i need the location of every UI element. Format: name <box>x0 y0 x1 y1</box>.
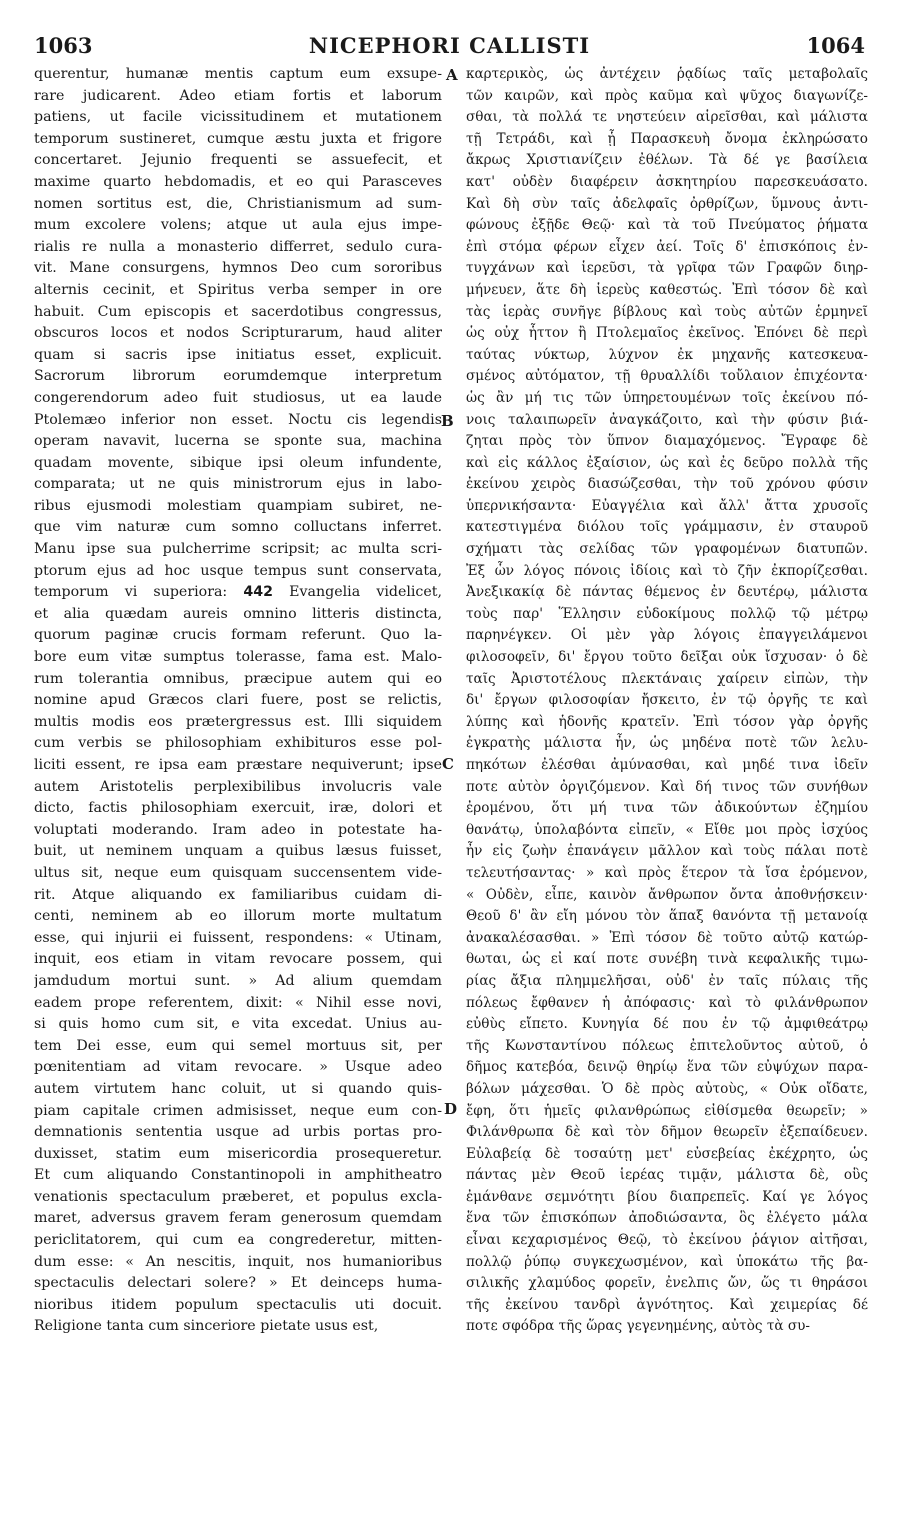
greek-line: σχήματι τὰς σελίδας τῶν γραφομένων διατυπῶν. <box>466 541 868 558</box>
greek-line: Ἀνεξικακίᾳ δὲ πάντας θέμενος ἐν δευτέρῳ, μάλιστα <box>466 584 868 601</box>
latin-line: quorum paginæ crucis formam referunt. Quo la- <box>34 627 442 644</box>
greek-line: δῆμος κατεβόα, δεινῷ θηρίῳ ἕνα τῶν εὐψύχων παρα- <box>466 1059 868 1076</box>
latin-line: obscuros locos et nodos Scripturarum, haud aliter <box>34 325 442 342</box>
greek-line: ἐγκρατὴς μάλιστα ἦν, ὡς μηδένα ποτὲ τῶν λελυ- <box>466 735 868 752</box>
latin-line: esse, qui injurii ei fuissent, respondens: « Utinam, <box>34 929 442 946</box>
greek-line: ὑπερνικήσαντα· Εὐαγγέλια καὶ ἄλλ' ἄττα χρυσοῖς <box>466 497 868 514</box>
greek-column <box>466 64 868 1338</box>
greek-line: ποτε σφόδρα τῆς ὥρας γεγενημένης, αὐτὸς τὰ συ- <box>466 1318 810 1335</box>
latin-line: nioribus itidem populum spectaculis uti docuit. <box>34 1296 442 1313</box>
greek-line: νοις ταλαιπωρεῖν ἀναγκάζοιτο, καὶ τὴν φύσιν βιά- <box>466 411 868 428</box>
latin-line: quadam movente, sibique ipsi oleum infundente, <box>34 454 442 471</box>
text-segment: temporum vi superiora: <box>34 584 244 601</box>
latin-line: querentur, humanæ mentis captum eum exsupe- <box>34 66 442 82</box>
greek-line: ποτε αὐτὸν ὀργιζόμενον. Καὶ δή τινος τῶν συνήθων <box>466 778 868 795</box>
greek-line: Φιλάνθρωπα δὲ καὶ τὸν δῆμον θεωρεῖν ἐξεπαίδευεν. <box>466 1124 868 1141</box>
greek-line: καὶ εἰς κάλλος ἐξαίσιον, ὡς καὶ ἐς δεῦρο πολλὰ τῆς <box>466 454 868 471</box>
running-title: NICEPHORI CALLISTI <box>308 33 591 58</box>
latin-line: nomen sortitus est, die, Christianismum ad sum- <box>34 195 442 212</box>
margin-marker-d: D <box>444 1100 458 1118</box>
greek-line: παρηνέγκεν. Οἱ μὲν γὰρ λόγοις ἐπαγγειλάμενοι <box>466 627 868 644</box>
latin-line: operam navavit, lucerna se sponte sua, machina <box>34 433 442 450</box>
text-segment: Evangelia videlicet, <box>273 584 442 601</box>
latin-line: autem Aristotelis perplexibilibus involucris vale <box>34 778 442 795</box>
greek-line: τὰς ἱερὰς συνῆγε βίβλους καὶ τοὺς αὐτῶν ἑρμηνεῖ <box>466 303 868 320</box>
greek-line: ἐκείνου χειρὸς διασώζεσθαι, τὴν τοῦ χρόνου φύσιν <box>466 476 868 493</box>
greek-line: φιλοσοφεῖν, δι' ἔργου τοῦτο δεῖξαι οὐκ ἴσχυσαν· ὁ δὲ <box>466 649 868 666</box>
latin-line: rum tolerantia omnibus, præcipue autem qui eo <box>34 670 442 687</box>
latin-line: voluptati moderando. Iram adeo in potestate ha- <box>34 821 442 838</box>
greek-line: λύπης καὶ ἡδονῆς κρατεῖν. Ἐπὶ τόσον γὰρ ὀργῆς <box>466 713 868 730</box>
latin-line: alternis cecinit, et Spiritus verba semper in ore <box>34 281 442 298</box>
latin-line: tem Dei esse, eum qui semel mortuus sit, per <box>34 1037 442 1054</box>
greek-line: σμένος αὐτόματον, τῇ θρυαλλίδι τοὔλαιον ἐπιχέοντα· <box>466 368 868 385</box>
greek-line: τῇ Τετράδι, καὶ ᾗ Παρασκευὴ ὄνομα ἐκληρώσατο <box>466 130 868 147</box>
right-page-number: 1064 <box>806 33 865 58</box>
greek-line: ταῖς Ἀριστοτέλους πλεκτάναις χαίρειν εἰπὼν, τὴν <box>466 670 868 687</box>
greek-line: σιλικῆς χλαμύδος φορεῖν, ἐνελπις ὤν, ὥς τι θηράσοι <box>466 1275 868 1292</box>
greek-line: πηκότων ἐλέσθαι ἀμύνασθαι, καὶ μηδέ τινα ἰδεῖν <box>466 757 868 773</box>
latin-line: rit. Atque aliquando ex familiaribus cuidam di- <box>34 886 442 903</box>
latin-line: autem virtutem hanc coluit, ut si quando quis- <box>34 1080 442 1097</box>
greek-line: τῶν καιρῶν, καὶ πρὸς καῦμα καὶ ψῦχος διαγωνίζε- <box>466 87 868 104</box>
margin-marker-c: C <box>442 755 454 773</box>
latin-line: maret, adversus gravem feram generosum quemdam <box>34 1210 442 1227</box>
left-page-number: 1063 <box>34 33 93 58</box>
greek-line: τοὺς παρ' Ἕλλησιν εὐδοκίμους πολλῷ τῷ μέτρῳ <box>466 605 868 622</box>
latin-line: ultus sit, neque eum quisquam succensentem vide- <box>34 864 442 881</box>
greek-line: τῆς Κωνσταντίνου πόλεως ἐπιτελοῦντος αὐτοῦ, ὁ <box>466 1037 868 1054</box>
latin-line: periclitatorem, qui cum ea congrederetur, mitten- <box>34 1232 442 1249</box>
latin-line: congerendorum adeo fuit studiosus, ut ea laude <box>34 389 442 406</box>
greek-line: ἀνακαλέσασθαι. » Ἐπὶ τόσον δὲ τοῦτο αὐτῷ κατώρ- <box>466 929 868 946</box>
latin-line: multis modis eos prætergressus est. Illi siquidem <box>34 713 442 730</box>
greek-line: θωται, ὡς εἰ καί ποτε συνέβη τινὰ κεφαλικῆς τιμω- <box>466 951 868 968</box>
latin-line: bore eum vitæ sumptus tolerasse, fama est. Malo- <box>34 649 442 666</box>
latin-line: piam capitale crimen admisisset, neque eum con- <box>34 1102 442 1119</box>
latin-line: jamdudum mortui sunt. » Ad alium quemdam <box>34 972 442 989</box>
latin-line: Manu ipse sua pulcherrime scripsit; ac multa scri- <box>34 541 442 558</box>
latin-line: duxisset, statim eum misericordia prosequeretur. <box>34 1145 442 1162</box>
greek-line: ἐμάνθανε σεμνότητι βίου διαπρεπεῖς. Καί γε λόγος <box>466 1188 868 1205</box>
latin-line: ptorum ejus ad hoc usque tempus sunt conservata, <box>34 562 442 579</box>
latin-line: centi, neminem ab eo illorum morte multatum <box>34 908 442 925</box>
greek-line: ζηται πρὸς τὸν ὕπνον διαμαχόμενος. Ἔγραφε δὲ <box>466 433 868 450</box>
greek-line: Εὐλαβείᾳ δὲ τοσαύτῃ μετ' εὐσεβείας ἐκέχρητο, ὡς <box>466 1145 868 1162</box>
greek-line: κατ' οὐδὲν διαφέρειν ἀσκητηρίου παρεσκευάσατο. <box>466 173 868 190</box>
greek-line: τῆς ἐκείνου τανδρὶ ἁγνότητος. Καὶ χειμερίας δέ <box>466 1296 868 1313</box>
latin-line: et alia quædam aureis omnino litteris distincta, <box>34 605 442 622</box>
latin-line: inquit, eos etiam in vitam revocare possem, qui <box>34 951 442 968</box>
latin-line: venationis spectaculum præberet, et populus excla- <box>34 1188 442 1205</box>
greek-line: Καὶ δὴ σὺν ταῖς ἀδελφαῖς ὀρθρίζων, ὕμνους ἀντι- <box>466 195 868 212</box>
latin-line: ribus ejusmodi molestiam quampiam subiret, ne- <box>34 497 442 514</box>
greek-line: πάντας μὲν Θεοῦ ἱερέας τιμᾷν, μάλιστα δὲ, οὓς <box>466 1167 868 1184</box>
latin-column <box>34 64 442 1338</box>
greek-line: ἄκρως Χριστιανίζειν ἐθέλων. Τὰ δέ γε βασίλεια <box>466 152 868 169</box>
latin-line: quam si sacris ipse initiatus esset, explicuit. <box>34 346 442 363</box>
latin-line: vit. Mane consurgens, hymnos Deo cum sororibus <box>34 260 442 277</box>
latin-line: nomine apud Græcos clari fuere, post se relictis, <box>34 692 442 709</box>
greek-line: σθαι, τὰ πολλά τε νηστεύειν αἱρεῖσθαι, καὶ μάλιστα <box>466 109 868 126</box>
greek-line: θανάτῳ, ὑπολαβόντα εἰπεῖν, « Εἴθε μοι πρὸς ἰσχύος <box>466 821 868 838</box>
greek-line: φώνους ἐξῇδε Θεῷ· καὶ τὰ τοῦ Πνεύματος ῥήματα <box>466 217 868 234</box>
greek-line: δι' ἔργων φιλοσοφίαν ἤσκειτο, ἐν τῷ ὀργῆς τε καὶ <box>466 692 868 709</box>
latin-line: dicto, factis philosophiam exercuit, iræ, dolori et <box>34 800 442 817</box>
greek-line: τελευτήσαντας· » καὶ πρὸς ἕτερον τὰ ἴσα ἐρόμενον, <box>466 864 868 881</box>
latin-line: cum verbis se philosophiam exhibituros esse pol- <box>34 735 442 752</box>
latin-line: habuit. Cum episcopis et sacerdotibus congressus, <box>34 303 442 320</box>
greek-line: εἶναι κεχαρισμένος Θεῷ, τὸ ἐκείνου ῥάγιον αἰτῆσαι, <box>466 1232 868 1249</box>
greek-line: ἔφη, ὅτι ἡμεῖς φιλανθρώπως εἰθίσμεθα θεωρεῖν; » <box>466 1102 868 1119</box>
latin-line: pœnitentiam ad vitam revocare. » Usque adeo <box>34 1059 442 1076</box>
greek-line: ρίας ἄξια πλημμελῆσαι, οὐδ' ἐν ταῖς πύλαις τῆς <box>466 972 868 989</box>
latin-line: comparata; ut ne quis ministrorum ejus in labo- <box>34 476 442 493</box>
latin-line <box>34 582 442 604</box>
greek-line: ἐπὶ στόμα φέρων εἶχεν ἀεί. Τοῖς δ' ἐπισκόποις ἐν- <box>466 238 868 255</box>
latin-line: rialis re nulla a monasterio differret, sedulo cura- <box>34 238 442 255</box>
greek-line: ὡς ἂν μή τις τῶν ὑπηρετουμένων τοῖς ἐκείνου πό- <box>466 389 868 406</box>
latin-line: temporum sustineret, cumque æstu juxta et frigore <box>34 130 442 147</box>
margin-marker-b: B <box>441 412 454 430</box>
greek-line: ἕνα τῶν ἐπισκόπων ἀποδιώσαντα, ὃς ἐλέγετο μάλα <box>466 1210 868 1227</box>
latin-line: spectaculis delectari solere? » Et deinceps huma- <box>34 1275 442 1292</box>
latin-line: patiens, ut facile vicissitudinem et mutationem <box>34 109 442 126</box>
greek-line: καρτερικὸς, ὡς ἀντέχειν ῥᾳδίως ταῖς μεταβολαῖς <box>466 66 868 82</box>
greek-line: κατεστιγμένα διόλου τοῖς γράμμασιν, ἐν σταυροῦ <box>466 519 868 536</box>
greek-line: τυγχάνων καὶ ἱερεῦσι, τὰ γρῖφα τῶν Γραφῶν διηρ- <box>466 260 868 277</box>
latin-line: Et cum aliquando Constantinopoli in amphitheatro <box>34 1167 442 1184</box>
latin-line: Ptolemæo inferior non esset. Noctu cis legendis <box>34 411 442 428</box>
latin-line: liciti essent, re ipsa eam præstare nequiverunt; ipse <box>34 757 442 773</box>
greek-line: ταύτας νύκτωρ, λύχνον ἐκ μηχανῆς κατεσκευα- <box>466 346 868 363</box>
latin-line: buit, ut neminem unquam a quibus læsus fuisset, <box>34 843 442 860</box>
margin-marker-a: A <box>446 66 458 84</box>
greek-line: εὐθὺς εἴπετο. Κυνηγία δέ που ἐν τῷ ἀμφιθεάτρῳ <box>466 1016 868 1033</box>
latin-line: Religione tanta cum sinceriore pietate usus est, <box>34 1318 379 1335</box>
greek-line: μήνευεν, ἅτε δὴ ἱερεὺς καθεστώς. Ἐπὶ τόσον δὲ καὶ <box>466 281 868 298</box>
greek-line: ἦν εἰς ζωὴν ἐπανάγειν μᾶλλον καὶ τοὺς πάλαι ποτὲ <box>466 843 868 860</box>
latin-line: maxime quarto hebdomadis, et eo qui Parasceves <box>34 173 442 190</box>
greek-line: πόλεως ἔφθανεν ἡ ἀπόφασις· καὶ τὸ φιλάνθρωπον <box>466 994 868 1011</box>
latin-line: demnationis sententia usque ad urbis portas pro- <box>34 1124 442 1141</box>
greek-line: ἐρομένου, ὅτι μή τινα τῶν ἀδικούντων ἐζημίου <box>466 800 868 817</box>
greek-line: πολλῷ ῥύπῳ συγκεχωσμένον, καὶ ὑποκάτω τῆς βα- <box>466 1253 868 1270</box>
greek-line: Ἐξ ὧν λόγος πόνοις ἰδίοις καὶ τὸ ζῆν ἐκπορίζεσθαι. <box>466 562 868 579</box>
greek-line: Θεοῦ δ' ἂν εἴη μόνου τὸν ἅπαξ θανόντα τῇ μετανοίᾳ <box>466 908 868 925</box>
inline-page-number: 442 <box>243 584 274 601</box>
latin-line: eadem prope referentem, dixit: « Nihil esse novi, <box>34 994 442 1011</box>
latin-line: rare judicarent. Adeo etiam fortis et laborum <box>34 87 442 104</box>
latin-line: concertaret. Jejunio frequenti se assuefecit, et <box>34 152 442 169</box>
greek-line: ὡς οὐχ ἧττον ἢ Πτολεμαῖος ἐκεῖνος. Ἐπόνει δὲ περὶ <box>466 325 868 342</box>
latin-line: mum excolere volens; atque ut aula ejus impe- <box>34 217 442 234</box>
latin-line: dum esse: « An nescitis, inquit, nos humanioribus <box>34 1253 442 1270</box>
latin-line: si quis homo cum sit, e vita excedat. Unius au- <box>34 1016 442 1033</box>
greek-line: βόλων μάχεσθαι. Ὁ δὲ πρὸς αὐτοὺς, « Οὐκ οἴδατε, <box>466 1080 868 1097</box>
latin-line: Sacrorum librorum eorumdemque interpretum <box>34 368 442 385</box>
greek-line: « Οὐδὲν, εἶπε, καινὸν ἄνθρωπον ὄντα ἀποθνῄσκειν· <box>466 886 868 903</box>
latin-line: que vim naturæ cum somno colluctans inferret. <box>34 519 442 536</box>
